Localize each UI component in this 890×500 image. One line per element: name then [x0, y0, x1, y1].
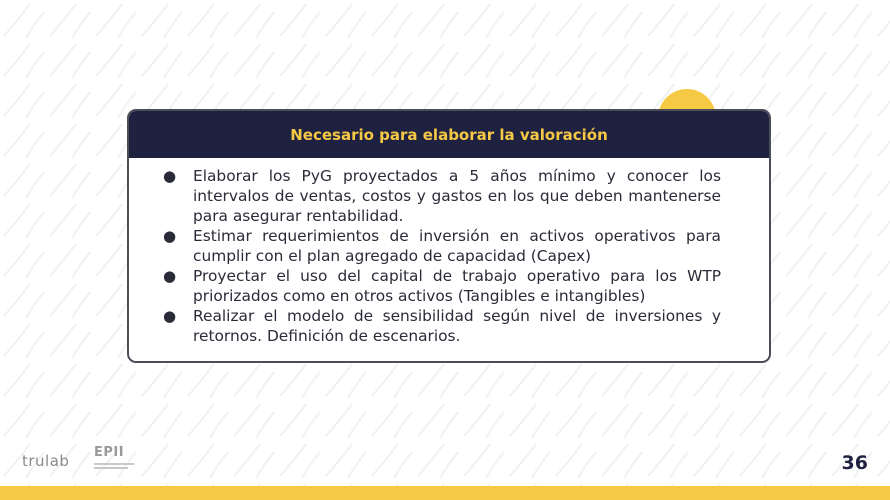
- bullet-dot-icon: ●: [163, 267, 177, 285]
- footer-accent-bar: [0, 486, 890, 500]
- bullet-item: [163, 226, 721, 266]
- epii-logo-subtext: [94, 463, 142, 469]
- bullet-text: Proyectar el uso del capital de trabajo operativo para los WTP priorizados como en otros activos (Tangibles e intangibles): [193, 267, 721, 305]
- bullet-item: [163, 266, 721, 306]
- card-title: Necesario para elaborar la valoración: [290, 125, 608, 144]
- bullet-list: [163, 166, 721, 346]
- page-number: 36: [841, 452, 868, 474]
- epii-logo: [94, 445, 142, 471]
- content-card: [127, 109, 771, 363]
- trulab-logo: trulab: [22, 452, 70, 470]
- bullet-text: Realizar el modelo de sensibilidad según nivel de inversiones y retornos. Definición de escenarios.: [193, 307, 721, 345]
- bullet-dot-icon: ●: [163, 227, 177, 245]
- bullet-dot-icon: ●: [163, 167, 177, 185]
- card-body: [129, 158, 769, 346]
- bullet-item: [163, 306, 721, 346]
- bullet-dot-icon: ●: [163, 307, 177, 325]
- bullet-text: Elaborar los PyG proyectados a 5 años mínimo y conocer los intervalos de ventas, costos y gastos en los que deben mantenerse para asegurar rentabilidad.: [193, 167, 721, 225]
- bullet-text: Estimar requerimientos de inversión en activos operativos para cumplir con el plan agregado de capacidad (Capex): [193, 227, 721, 265]
- bullet-item: [163, 166, 721, 226]
- epii-logo-text: EPII: [94, 445, 125, 460]
- card-header: [129, 111, 769, 158]
